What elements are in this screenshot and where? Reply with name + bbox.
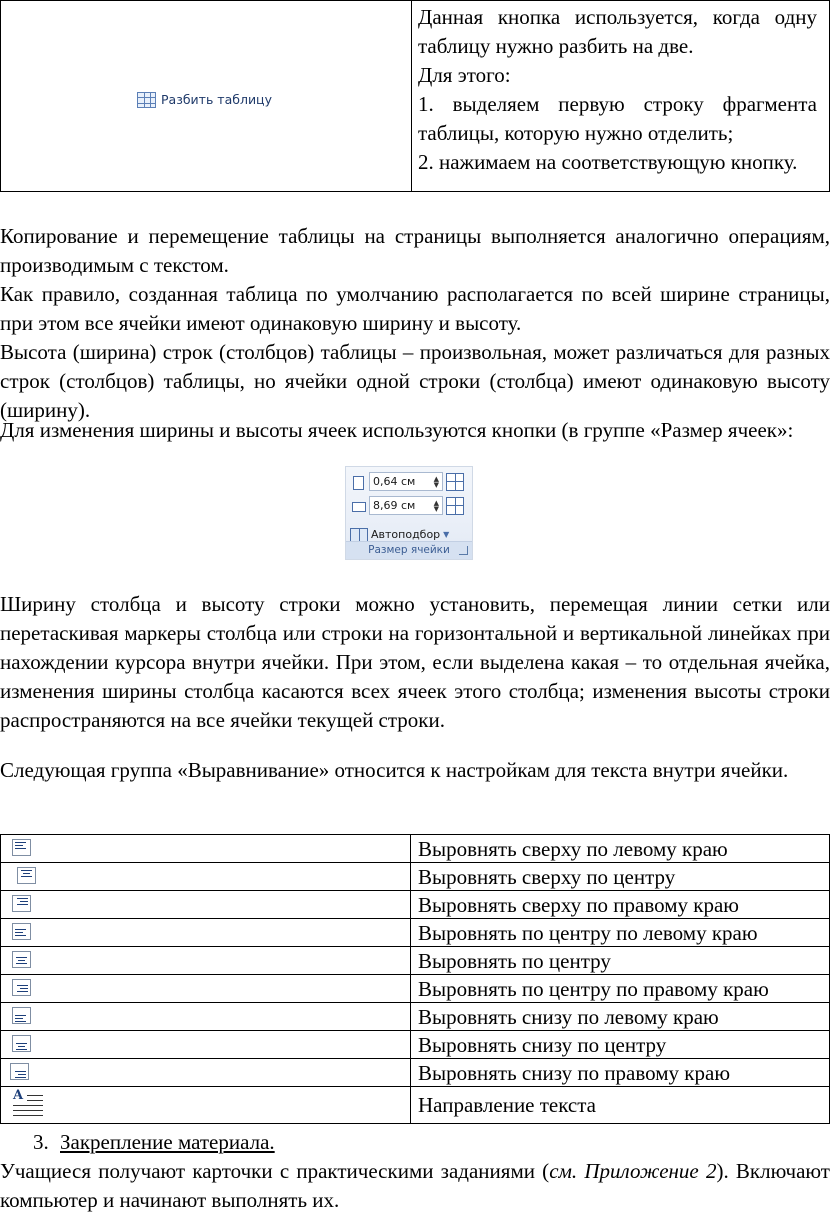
row-height-input[interactable]	[369, 472, 443, 491]
table-row	[1, 975, 830, 1003]
split-description-line: 1. выделяем первую строку фрагмента таблицы, которую нужно отделить;	[418, 92, 817, 145]
alignment-table	[0, 834, 830, 1124]
alignment-label: Выровнять снизу по центру	[411, 1031, 830, 1059]
table-row	[1, 863, 830, 891]
autofit-icon	[350, 528, 368, 542]
table-grid-icon	[137, 92, 156, 108]
row-height-icon	[350, 474, 366, 490]
table-row	[1, 1087, 830, 1124]
table-row	[1, 1003, 830, 1031]
split-table-button-label: Разбить таблицу	[161, 92, 272, 107]
align-middle-left-icon	[12, 923, 31, 940]
paragraph: Ширину столбца и высоту строки можно установить, перемещая линии сетки или перетаскивая маркеры столбца или строки на горизонтальной и вертикальной линейках при нахождении курсора внутри ячейки. При этом, если выделена какая – то отдельная ячейка, изменения ширины столбца касаются всех ячеек этого столбца; изменения высоты строки распространяются на все ячейки текущей строки.	[0, 592, 830, 732]
align-bottom-right-icon	[10, 1063, 29, 1080]
final-paragraph	[0, 1157, 830, 1215]
appendix-reference: см. Приложение 2	[549, 1159, 717, 1183]
list-item	[33, 1128, 275, 1157]
alignment-label: Выровнять сверху по правому краю	[411, 891, 830, 919]
section-heading: Закрепление материала.	[60, 1130, 275, 1154]
alignment-label: Направление текста	[411, 1087, 830, 1124]
spinner-arrows-icon[interactable]: ▲ ▼	[433, 498, 439, 513]
table-row	[1, 919, 830, 947]
split-table-button[interactable]	[137, 85, 272, 114]
dropdown-arrow-icon: ▼	[443, 530, 450, 539]
split-table-explanation	[0, 0, 830, 192]
align-bottom-center-icon	[12, 1035, 31, 1052]
icon-cell	[1, 975, 411, 1003]
table-row	[1, 1059, 830, 1087]
column-width-icon	[350, 498, 366, 514]
table-row	[1, 835, 830, 863]
split-description-line: Данная кнопка используется, когда одну таблицу нужно разбить на две.	[418, 5, 817, 58]
icon-cell	[1, 1059, 411, 1087]
icon-cell	[1, 835, 411, 863]
icon-cell	[1, 1087, 411, 1124]
table-row	[1, 1031, 830, 1059]
final-paragraph-text: Учащиеся получают карточки с практическими заданиями (	[0, 1159, 550, 1183]
split-button-cell	[1, 1, 412, 192]
table-row	[1, 947, 830, 975]
split-description-cell	[412, 1, 830, 192]
alignment-label: Выровнять по центру по правому краю	[411, 975, 830, 1003]
column-width-input[interactable]	[369, 496, 443, 515]
alignment-label: Выровнять по центру по левому краю	[411, 919, 830, 947]
table-row	[1, 891, 830, 919]
align-bottom-left-icon	[12, 1007, 31, 1024]
icon-cell	[1, 919, 411, 947]
paragraph: Для изменения ширины и высоты ячеек используются кнопки (в группе «Размер ячеек»:	[0, 418, 794, 442]
alignment-label: Выровнять сверху по центру	[411, 863, 830, 891]
paragraph: Высота (ширина) строк (столбцов) таблицы – произвольная, может различаться для разных строк (столбцов) таблицы, но ячейки одной строки (столбца) имеют одинаковую высоту (ширину).	[0, 340, 830, 422]
autofit-label: Автоподбор	[371, 528, 441, 541]
paragraph: Копирование и перемещение таблицы на страницы выполняется аналогично операциям, производимым с текстом.	[0, 224, 830, 277]
text-direction-icon: A	[13, 1092, 45, 1119]
alignment-label: Выровнять снизу по правому краю	[411, 1059, 830, 1087]
align-top-right-icon	[12, 895, 31, 912]
dialog-launcher-icon[interactable]	[459, 546, 468, 555]
align-top-center-icon	[17, 867, 36, 884]
split-description-line: 2. нажимаем на соответствующую кнопку.	[418, 150, 798, 174]
icon-cell	[1, 1031, 411, 1059]
icon-cell	[1, 1003, 411, 1031]
paragraph: Как правило, созданная таблица по умолчанию располагается по всей ширине страницы, при этом все ячейки имеют одинаковую ширину и высоту.	[0, 282, 830, 335]
align-middle-center-icon	[12, 951, 31, 968]
cell-size-group-footer	[346, 541, 472, 559]
split-description-line: Для этого:	[418, 63, 511, 87]
row-height-control	[350, 472, 464, 491]
row-height-value: 0,64 см	[373, 475, 416, 488]
align-middle-right-icon	[12, 979, 31, 996]
final-paragraph-text: ). Включают компьютер и начинают выполнять их.	[0, 1159, 830, 1212]
list-number: 3.	[33, 1130, 49, 1154]
distribute-columns-icon[interactable]	[446, 497, 464, 515]
alignment-label: Выровнять снизу по левому краю	[411, 1003, 830, 1031]
spinner-arrows-icon[interactable]: ▲ ▼	[433, 474, 439, 489]
align-top-left-icon	[12, 839, 31, 856]
column-width-value: 8,69 см	[373, 499, 416, 512]
alignment-label: Выровнять сверху по левому краю	[411, 835, 830, 863]
cell-size-panel	[345, 466, 473, 560]
cell-size-group-label: Размер ячейки	[368, 544, 450, 556]
icon-cell	[1, 863, 411, 891]
icon-cell	[1, 891, 411, 919]
column-width-control	[350, 496, 464, 515]
alignment-label: Выровнять по центру	[411, 947, 830, 975]
icon-cell	[1, 947, 411, 975]
distribute-rows-icon[interactable]	[446, 473, 464, 491]
paragraph: Следующая группа «Выравнивание» относится к настройкам для текста внутри ячейки.	[0, 758, 789, 782]
